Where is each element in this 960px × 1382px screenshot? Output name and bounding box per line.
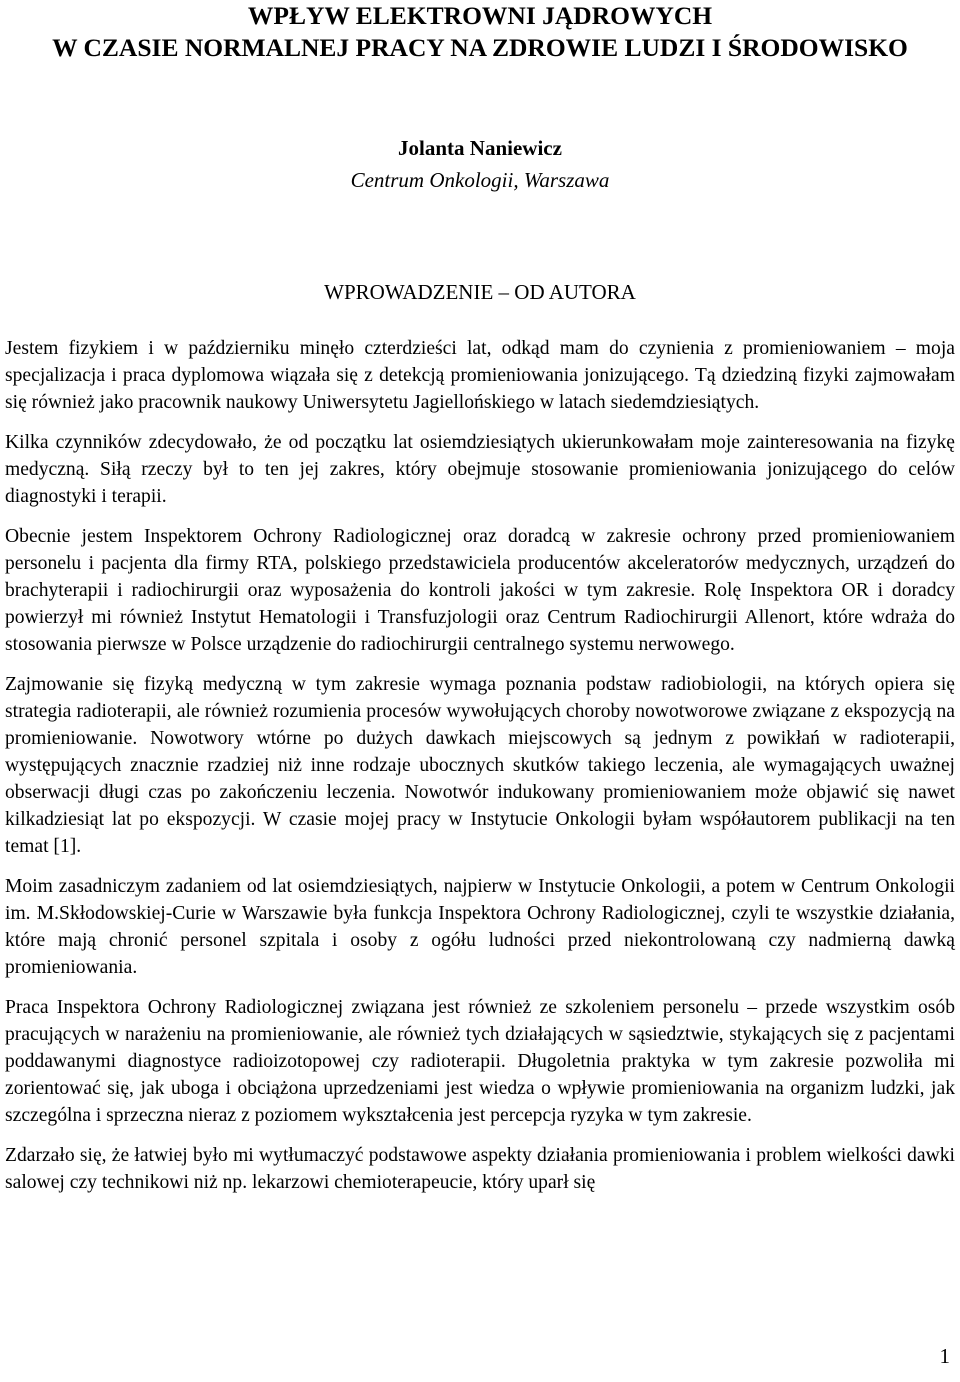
paragraph: Zdarzało się, że łatwiej było mi wytłumaczyć podstawowe aspekty działania promieniowania i problem wielkości dawki salowej czy technikowi niż np. lekarzowi chemioterapeucie, który uparł się [5, 1145, 955, 1193]
paragraph: Moim zasadniczym zadaniem od lat osiemdziesiątych, najpierw w Instytucie Onkologii, a potem w Centrum Onkologii im. M.Skłodowskiej-Curie w Warszawie była funkcja Inspektora Ochrony Radiologicznej, czyli te wszystkie działania, które mają chronić personel szpitala i osoby z ogółu ludności przed niekontrolowaną czy nadmierną dawką promieniowania. [5, 876, 955, 978]
document-body [5, 335, 955, 1196]
author-name: Jolanta Naniewicz [398, 136, 562, 160]
section-heading: WPROWADZENIE – OD AUTORA [324, 280, 636, 304]
title-line-2: W CZASIE NORMALNEJ PRACY NA ZDROWIE LUDZI I ŚRODOWISKO [52, 33, 908, 62]
paragraph: Zajmowanie się fizyką medyczną w tym zakresie wymaga poznania podstaw radiobiologii, na których opiera się strategia radioterapii, ale również rozumienia procesów wywołujących choroby nowotworowe związane z ekspozycją na promieniowanie. Nowotwory wtórne po dużych dawkach miejscowych są jednym z powikłań w radioterapii, występujących znacznie rzadziej niż inne rodzaje ubocznych skutków takiego leczenia, ale wymagających uważnej obserwacji długi czas po zakończeniu leczenia. Nowotwór indukowany promieniowaniem może objawić się nawet kilkadziesiąt lat po ekspozycji. W czasie mojej pracy w Instytucie Onkologii byłam współautorem publikacji na ten temat [1]. [5, 674, 955, 857]
paragraph: Kilka czynników zdecydowało, że od początku lat osiemdziesiątych ukierunkowałam moje zainteresowania na fizykę medyczną. Siłą rzeczy był to ten jej zakres, który obejmuje stosowanie promieniowania jonizującego do celów diagnostyki i terapii. [5, 432, 955, 507]
page-number: 1 [939, 1344, 950, 1368]
document-title [5, 0, 955, 64]
paragraph: Praca Inspektora Ochrony Radiologicznej związana jest również ze szkoleniem personelu – przede wszystkim osób pracujących w narażeniu na promieniowanie, ale również tych działających w sąsiedztwie, stykających się z pacjentami poddawanymi diagnostyce radioizotopowej czy radioterapii. Długoletnia praktyka w tym zakresie pozwoliła mi zorientować się, jak uboga i obciążona uprzedzeniami jest wiedza o wpływie promieniowania na organizm ludzki, jak szczególna i sprzeczna nieraz z poziomem wykształcenia jest percepcja ryzyka w tym zakresie. [5, 997, 955, 1126]
paragraph: Obecnie jestem Inspektorem Ochrony Radiologicznej oraz doradcą w zakresie ochrony przed promieniowaniem personelu i pacjenta dla firmy RTA, polskiego przedstawiciela producentów akceleratorów medycznych, urządzeń do brachyterapii i radiochirurgii oraz wyposażenia do kontroli jakości w tym zakresie. Rolę Inspektora OR i doradcy powierzył mi również Instytut Hematologii i Transfuzjologii oraz Centrum Radiochirurgii Allenort, które wdraża do stosowania pierwsze w Polsce urządzenie do radiochirurgii centralnego systemu nerwowego. [5, 526, 955, 655]
paragraph: Jestem fizykiem i w październiku minęło czterdzieści lat, odkąd mam do czynienia z promieniowaniem – moja specjalizacja i praca dyplomowa wiązała się z detekcją promieniowania jonizującego. Tą dziedziną fizyki zajmowałam się również jako pracownik naukowy Uniwersytetu Jagiellońskiego w latach siedemdziesiątych. [5, 338, 955, 413]
document-page [5, 0, 955, 1209]
author-affiliation: Centrum Onkologii, Warszawa [350, 168, 610, 192]
title-line-1: WPŁYW ELEKTROWNI JĄDROWYCH [247, 1, 713, 30]
